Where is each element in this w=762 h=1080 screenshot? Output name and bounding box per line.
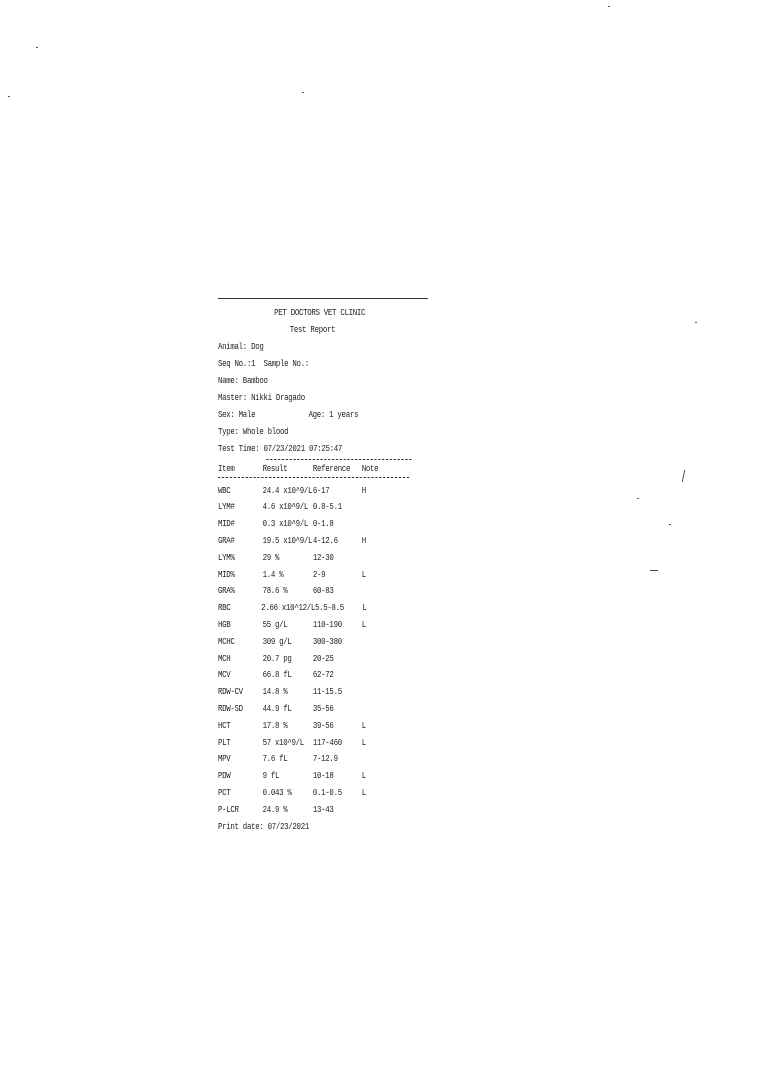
result-cell: 24.9 %: [262, 803, 288, 815]
result-cell: 0.043 %: [262, 786, 292, 798]
scan-speck: [682, 470, 685, 482]
reference-cell: 117-460: [312, 736, 342, 748]
result-cell: 0.3 x10^9/L: [262, 518, 309, 530]
column-header-item: Item: [218, 462, 235, 474]
result-cell: 29 %: [262, 551, 280, 563]
item-cell: P-LCR: [218, 803, 239, 815]
test-time-line: Test Time: 07/23/2021 07:25:47: [218, 442, 343, 454]
item-cell: MID%: [218, 568, 235, 580]
scan-speck: [8, 96, 10, 97]
item-cell: HCT: [218, 719, 231, 731]
result-cell: 24.4 x10^9/L: [262, 484, 313, 496]
reference-cell: 35-56: [312, 702, 334, 714]
note-cell: L: [361, 786, 366, 798]
table-row: [218, 734, 383, 751]
note-cell: [362, 801, 384, 818]
scan-speck: [36, 47, 38, 48]
table-row: [218, 801, 383, 818]
note-cell: L: [361, 736, 366, 748]
reference-cell: 39-56: [312, 719, 334, 731]
reference-cell: 62-72: [312, 669, 334, 681]
sex-field: Sex: Male: [218, 409, 256, 420]
type-line: Type: Whole blood: [218, 425, 289, 437]
note-cell: L: [362, 602, 367, 614]
reference-cell: 0.8-5.1: [312, 501, 342, 513]
result-cell: 14.8 %: [262, 686, 288, 698]
column-header-reference: Reference: [312, 462, 351, 474]
item-cell: GRA#: [218, 534, 235, 546]
item-cell: WBC: [218, 484, 231, 496]
scan-speck: [302, 92, 304, 93]
print-date-line: Print date: 07/23/2021: [218, 820, 309, 832]
item-cell: RDW-SD: [218, 702, 243, 714]
item-cell: MPV: [218, 753, 231, 765]
reference-cell: 6-17: [312, 484, 330, 496]
result-cell: 2.66 x10^12/L: [261, 602, 316, 614]
table-row: [218, 599, 383, 616]
reference-cell: 12-30: [312, 551, 334, 563]
table-row: [218, 532, 383, 549]
table-row: [218, 666, 383, 683]
table-row: [218, 549, 383, 566]
reference-cell: 60-83: [312, 585, 334, 597]
table-row: [218, 650, 383, 667]
result-cell: 19.5 x10^9/L: [262, 534, 313, 546]
reference-cell: 5.5-8.5: [315, 602, 344, 614]
result-cell: 7.6 fL: [262, 753, 288, 765]
scan-speck: [695, 322, 697, 323]
result-cell: 1.4 %: [262, 568, 284, 580]
note-cell: [362, 515, 384, 532]
note-cell: [362, 549, 384, 566]
reference-cell: 7-12.9: [312, 753, 338, 765]
reference-cell: 0.1-0.5: [312, 786, 342, 798]
note-cell: H: [361, 484, 366, 496]
reference-cell: 11-15.5: [312, 686, 342, 698]
result-cell: 9 fL: [262, 770, 280, 782]
clinic-name: PET DOCTORS VET CLINIC: [274, 307, 366, 318]
sex-age-line: [218, 406, 383, 423]
table-row: [218, 482, 383, 499]
table-row: [218, 767, 383, 784]
table-row: [218, 515, 383, 532]
note-cell: [362, 700, 384, 717]
result-cell: 20.7 pg: [262, 652, 292, 664]
master-line: Master: Nikki Dragado: [218, 392, 305, 403]
item-cell: MID#: [218, 518, 235, 530]
animal-line: Animal: Dog: [218, 341, 264, 352]
item-cell: RDW-CV: [218, 686, 243, 698]
table-row: [218, 566, 383, 583]
reference-cell: 13-43: [312, 803, 334, 815]
reference-cell: 20-25: [312, 652, 334, 664]
item-cell: LYM%: [218, 551, 235, 563]
scan-speck: [608, 6, 610, 7]
result-cell: 309 g/L: [262, 635, 292, 647]
item-cell: PLT: [218, 736, 231, 748]
results-table: [218, 482, 383, 818]
result-cell: 78.6 %: [262, 585, 288, 597]
note-cell: [362, 750, 384, 767]
table-row: [218, 750, 383, 767]
item-cell: MCHC: [218, 635, 235, 647]
table-row: [218, 498, 383, 515]
note-cell: L: [361, 568, 366, 580]
note-cell: L: [361, 770, 366, 782]
item-cell: PCT: [218, 786, 231, 798]
table-row: [218, 717, 383, 734]
result-cell: 55 g/L: [262, 618, 288, 630]
item-cell: LYM#: [218, 501, 235, 513]
item-cell: MCV: [218, 669, 231, 681]
note-cell: L: [361, 618, 366, 630]
scan-speck: [650, 570, 658, 571]
reference-cell: 4-12.6: [312, 534, 338, 546]
reference-cell: 0-1.8: [312, 518, 334, 530]
scan-speck: [637, 498, 639, 499]
item-cell: HGB: [218, 618, 231, 630]
result-cell: 66.8 fL: [262, 669, 292, 681]
note-cell: [362, 633, 384, 650]
scan-speck: [669, 524, 671, 525]
reference-cell: 110-190: [312, 618, 342, 630]
test-report-receipt: [218, 296, 383, 835]
age-field: Age: 1 years: [308, 409, 359, 420]
note-cell: [362, 498, 384, 515]
result-cell: 4.6 x10^9/L: [262, 501, 309, 513]
report-title: Test Report: [289, 324, 336, 335]
table-row: [218, 683, 383, 700]
item-cell: GRA%: [218, 585, 235, 597]
item-cell: MCH: [218, 652, 231, 664]
table-header: [218, 460, 383, 477]
note-cell: [362, 683, 384, 700]
reference-cell: 10-18: [312, 770, 334, 782]
reference-cell: 300-380: [312, 635, 342, 647]
column-header-note: Note: [361, 462, 379, 474]
note-cell: L: [361, 719, 366, 731]
column-header-result: Result: [262, 462, 288, 474]
name-line: Name: Bamboo: [218, 375, 268, 386]
note-cell: [362, 582, 384, 599]
seq-line: Seq No.:1 Sample No.:: [218, 358, 309, 369]
table-row: [218, 616, 383, 633]
note-cell: [362, 650, 384, 667]
table-row: [218, 582, 383, 599]
table-row: [218, 700, 383, 717]
result-cell: 44.9 fL: [262, 702, 292, 714]
result-cell: 57 x10^9/L: [262, 736, 304, 748]
reference-cell: 2-9: [312, 568, 326, 580]
item-cell: RBC: [218, 602, 231, 614]
table-row: [218, 784, 383, 801]
result-cell: 17.8 %: [262, 719, 288, 731]
note-cell: H: [361, 534, 366, 546]
table-row: [218, 633, 383, 650]
note-cell: [362, 666, 384, 683]
item-cell: PDW: [218, 770, 231, 782]
